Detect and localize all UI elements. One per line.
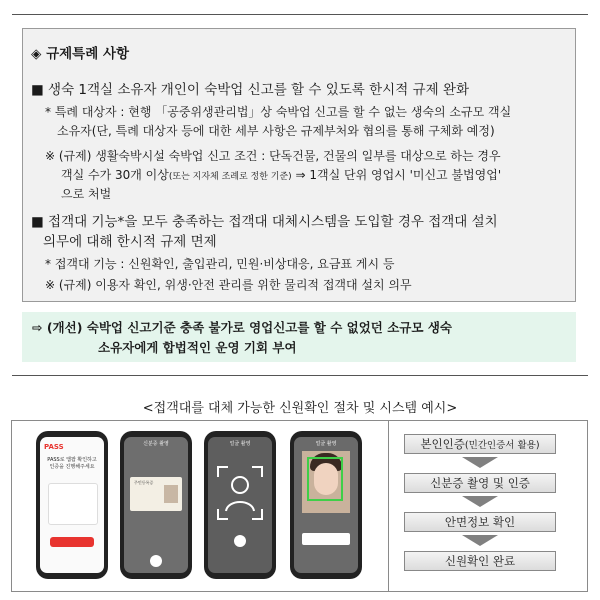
id-card xyxy=(130,477,182,511)
figure-caption: <접객대를 대체 가능한 신원확인 절차 및 시스템 예시> xyxy=(142,401,458,416)
phone-id-capture xyxy=(120,431,192,579)
flow-step-self-auth: 본인인증(민간인증서 활용) xyxy=(404,434,556,454)
screen-header: 얼굴 촬영 xyxy=(229,441,251,447)
figure-divider xyxy=(388,421,389,591)
diamond-bullet-icon: ◈ xyxy=(31,46,42,62)
phone-screen xyxy=(294,437,358,573)
screen-header: 신분증 촬영 xyxy=(143,441,169,447)
screen-header: 얼굴 촬영 xyxy=(315,441,337,447)
pass-confirm-button[interactable] xyxy=(50,537,94,547)
improvement-line2: 소유자에게 합법적인 운영 기회 부여 xyxy=(98,340,297,355)
phone-face-scan xyxy=(290,431,362,579)
person-outline-icon xyxy=(216,465,264,521)
flow-step-complete: 신원확인 완료 xyxy=(404,551,556,571)
top-rule xyxy=(12,14,588,15)
capture-button[interactable] xyxy=(150,555,162,567)
item1-note1-cont: 소유자(단, 특례 대상자 등에 대한 세부 사항은 규제부처와 협의를 통해 구체화 예정) xyxy=(57,124,495,138)
down-arrow-icon xyxy=(462,457,498,468)
phone-screen xyxy=(40,437,104,573)
flow-step-id-capture: 신분증 촬영 및 인증 xyxy=(404,473,556,493)
item2-main-cont: 의무에 대해 한시적 규제 면제 xyxy=(43,234,217,250)
item1-main: ■ 생숙 1객실 소유자 개인이 숙박업 신고를 할 수 있도록 한시적 규제 완화 xyxy=(31,82,469,98)
id-card-label: 주민등록증 xyxy=(134,480,154,485)
down-arrow-icon xyxy=(462,535,498,546)
item1-note2: ※ (규제) 생활숙박시설 숙박업 신고 조건 : 단독건물, 건물의 일부를 대상으로 하는 경우 xyxy=(45,149,501,163)
phone-pass-auth xyxy=(36,431,108,579)
id-photo xyxy=(164,485,178,503)
phone-screen xyxy=(208,437,272,573)
square-bullet-icon: ■ xyxy=(31,214,49,230)
section-title-text: 규제특례 사항 xyxy=(46,46,130,62)
item2-note1: * 접객대 기능 : 신원확인, 출입관리, 민원·비상대응, 요금표 게시 등 xyxy=(45,257,395,271)
scan-caption xyxy=(302,533,350,545)
item1-note2-cont2: 으로 처벌 xyxy=(61,187,112,201)
double-arrow-icon: ⇨ xyxy=(32,320,43,335)
item1-note2-cont: 객실 수가 30개 이상(또는 지자체 조례로 정한 기준) ⇒ 1객실 단위 영업시 '미신고 불법영업' xyxy=(61,168,502,182)
flow-step-face-check: 안면정보 확인 xyxy=(404,512,556,532)
section-title xyxy=(31,47,129,62)
pass-logo: PASS xyxy=(44,443,64,451)
phone-face-frame xyxy=(204,431,276,579)
start-button[interactable] xyxy=(234,535,246,547)
regulation-box xyxy=(22,28,576,302)
improvement-line1: ⇨ (개선) 숙박업 신고기준 충족 불가로 영업신고를 할 수 없었던 소규모 생숙 xyxy=(32,320,452,335)
item2-main: ■ 접객대 기능*을 모두 충족하는 접객대 대체시스템을 도입할 경우 접객대 설치 xyxy=(31,214,498,230)
down-arrow-icon xyxy=(462,496,498,507)
phone-screen xyxy=(124,437,188,573)
face-detect-frame xyxy=(307,457,343,501)
pass-card xyxy=(48,483,98,525)
improvement-box xyxy=(22,312,576,362)
item2-note2: ※ (규제) 이용자 확인, 위생·안전 관리를 위한 물리적 접객대 설치 의무 xyxy=(45,278,412,292)
middle-rule xyxy=(12,375,588,376)
pass-prompt-text: PASS로 앱팝 확인하고 인증을 진행해주세요 xyxy=(47,457,97,470)
item1-note1: * 특례 대상자 : 현행 「공중위생관리법」상 숙박업 신고를 할 수 없는 생숙의 소규모 객실 xyxy=(45,105,512,119)
square-bullet-icon: ■ xyxy=(31,82,49,98)
